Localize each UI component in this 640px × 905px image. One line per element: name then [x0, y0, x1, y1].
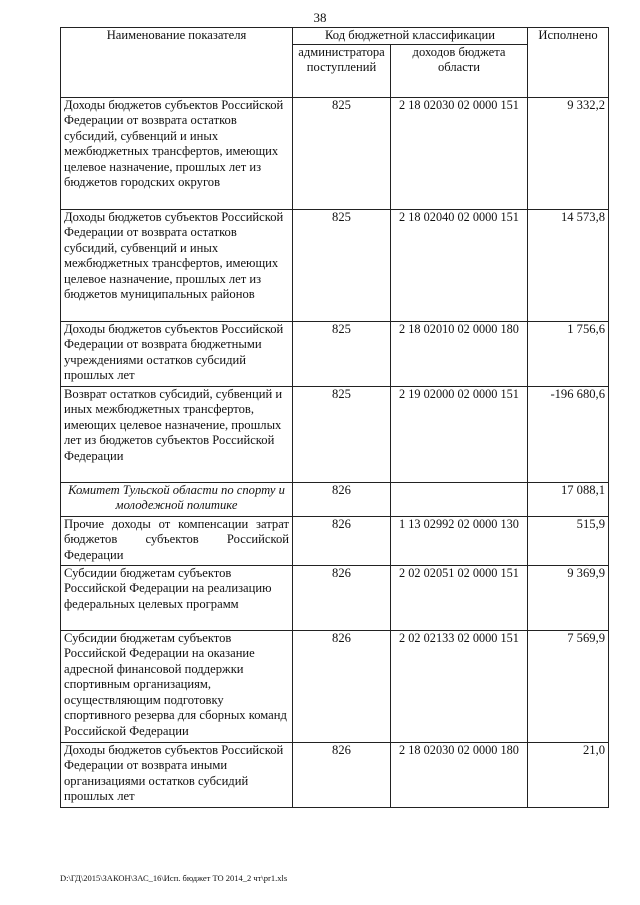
- row-admin: 826: [293, 482, 391, 516]
- table-row: [61, 209, 609, 321]
- row-name: Доходы бюджетов субъектов Российской Федерации от возврата иными организациями остатков субсидий прошлых лет: [61, 742, 293, 807]
- row-admin: 826: [293, 565, 391, 630]
- row-code: 2 02 02133 02 0000 151: [391, 630, 528, 742]
- row-code: 2 18 02010 02 0000 180: [391, 321, 528, 386]
- page-number: 38: [313, 10, 327, 25]
- table-row: [61, 97, 609, 209]
- row-admin: 825: [293, 386, 391, 482]
- row-code: 2 02 02051 02 0000 151: [391, 565, 528, 630]
- header-executed: Исполнено: [528, 28, 609, 98]
- row-amount: 1 756,6: [528, 321, 609, 386]
- row-code: 2 18 02040 02 0000 151: [391, 209, 528, 321]
- section-title: Комитет Тульской области по спорту и молодежной политике: [61, 482, 293, 516]
- row-admin: 826: [293, 742, 391, 807]
- row-code: 2 19 02000 02 0000 151: [391, 386, 528, 482]
- row-name: Возврат остатков субсидий, субвенций и иных межбюджетных трансфертов, имеющих целевое назначение, прошлых лет из бюджетов субъектов Российской Федерации: [61, 386, 293, 482]
- budget-table: [60, 27, 609, 808]
- row-name: Прочие доходы от компенсации затрат бюджетов субъектов Российской Федерации: [61, 516, 293, 565]
- table-row: [61, 386, 609, 482]
- file-path-footer: D:\ГД\2015\ЗАКОН\ЗАС_16\Исп. бюджет ТО 2014_2 чт\pr1.xls: [60, 873, 288, 883]
- row-name: Доходы бюджетов субъектов Российской Федерации от возврата остатков субсидий, субвенций и иных межбюджетных трансфертов, имеющих целевое назначение, прошлых лет из бюджетов муниципальных районов: [61, 209, 293, 321]
- row-amount: -196 680,6: [528, 386, 609, 482]
- row-admin: 825: [293, 97, 391, 209]
- row-name: Субсидии бюджетам субъектов Российской Федерации на оказание адресной финансовой поддержки спортивным организациям, осуществляющим подготовку спортивного резерва для сборных команд Российской Федерации: [61, 630, 293, 742]
- row-code: [391, 482, 528, 516]
- row-name: Субсидии бюджетам субъектов Российской Федерации на реализацию федеральных целевых программ: [61, 565, 293, 630]
- header-admin: администратора поступлений: [293, 44, 391, 97]
- header-income: доходов бюджета области: [391, 44, 528, 97]
- table-row: [61, 742, 609, 807]
- row-code: 2 18 02030 02 0000 180: [391, 742, 528, 807]
- row-code: 2 18 02030 02 0000 151: [391, 97, 528, 209]
- row-name: Доходы бюджетов субъектов Российской Федерации от возврата остатков субсидий, субвенций и иных межбюджетных трансфертов, имеющих целевое назначение, прошлых лет из бюджетов городских округов: [61, 97, 293, 209]
- row-code: 1 13 02992 02 0000 130: [391, 516, 528, 565]
- row-admin: 826: [293, 516, 391, 565]
- header-name: Наименование показателя: [61, 28, 293, 98]
- row-amount: 7 569,9: [528, 630, 609, 742]
- row-amount: 17 088,1: [528, 482, 609, 516]
- row-admin: 825: [293, 209, 391, 321]
- row-amount: 14 573,8: [528, 209, 609, 321]
- row-admin: 825: [293, 321, 391, 386]
- table-row: [61, 321, 609, 386]
- row-amount: 21,0: [528, 742, 609, 807]
- section-row: [61, 482, 609, 516]
- header-code: Код бюджетной классификации: [293, 28, 528, 45]
- row-amount: 515,9: [528, 516, 609, 565]
- row-amount: 9 332,2: [528, 97, 609, 209]
- row-amount: 9 369,9: [528, 565, 609, 630]
- table-row: [61, 565, 609, 630]
- row-admin: 826: [293, 630, 391, 742]
- row-name: Доходы бюджетов субъектов Российской Федерации от возврата бюджетными учреждениями остатков субсидий прошлых лет: [61, 321, 293, 386]
- table-row: [61, 630, 609, 742]
- table-row: [61, 516, 609, 565]
